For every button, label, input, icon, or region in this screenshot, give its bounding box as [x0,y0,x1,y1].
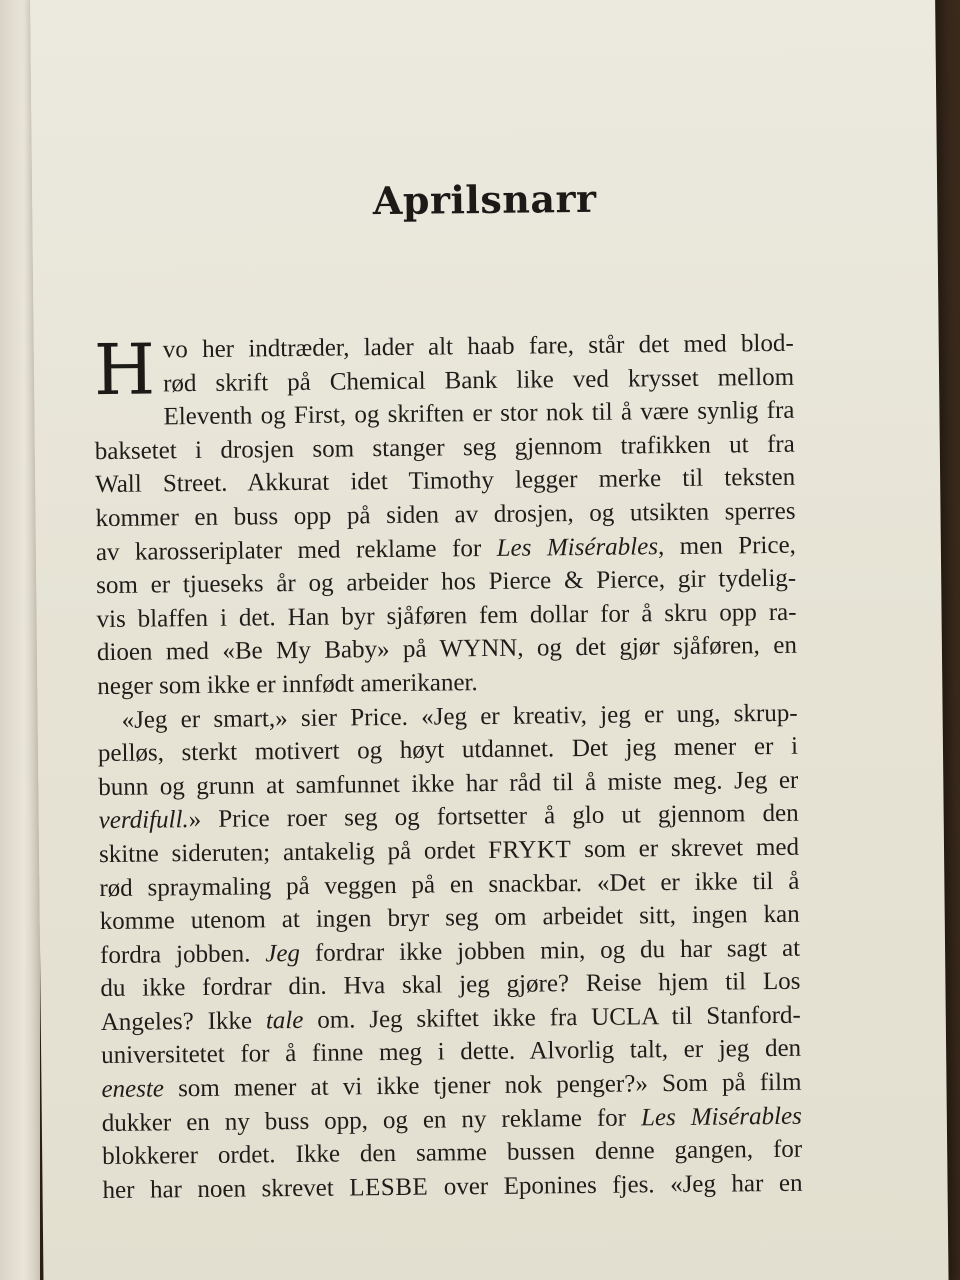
text-run: , men Price, [657,531,796,560]
italic-title: Les Misérables [640,1102,802,1132]
drop-cap: H [93,328,156,412]
text-line: «Jeg er smart,» sier Price. «Jeg er kreativ, jeg er ung, skrup- [121,699,798,734]
text-line: Eleventh og First, og skriften er stor nok til å være synlig fra [163,396,795,431]
text-run: » Price roer seg og fortsetter å glo ut gjennom den [188,800,799,834]
text-run: som er skrevet med [583,833,800,863]
text-run: fordra jobben. [99,940,251,969]
text-run: skitne sideruten; antakelig på ordet [98,837,476,868]
text-line: som er tjueseks år og arbeider hos Pierce & Pierce, gir tydelig- [96,564,797,600]
text-run: fordrar ikke jobben min, og du har sagt at [314,934,801,967]
text-line: universitetet for å finne meg i dette. Alvorlig talt, er jeg den [101,1035,802,1070]
text-line: kommer en buss opp på siden av drosjen, og utsikten sperres [95,497,796,533]
text-line: rød spraymaling på veggen på en snackbar. «Det er ikke til å [99,867,800,902]
italic-word: verdifull. [98,806,189,835]
book-page [30,0,949,1280]
text-line [102,1167,802,1208]
italic-word: eneste [101,1075,165,1104]
text-run: av karosseriplater med reklame for [95,534,482,566]
text-run: Angeles? Ikke [100,1007,253,1036]
text-line: komme utenom at ingen bryr seg om arbeidet sitt, ingen kan [99,900,800,936]
text-run: dukker en ny buss opp, og en ny reklame for [101,1104,627,1137]
text-line: vo her indtræder, lader alt haab fare, står det med blod- [162,329,794,364]
italic-word: Jeg [265,939,301,968]
text-line: Wall Street. Akkurat idet Timothy legger merke til teksten [95,464,796,499]
text-line: rød skrift på Chemical Bank like ved krysset mellom [163,363,795,397]
text-line: du ikke fordrar din. Hva skal jeg gjøre? Reise hjem til Los [100,968,801,1003]
text-line: pelløs, sterkt motivert og høyt utdannet. Det jeg mener er i [97,732,799,768]
text-run: om. Jeg skiftet ikke fra UCLA til Stanford- [317,1001,801,1034]
text-line: bunn og grunn at samfunnet ikke har råd til å miste meg. Jeg er [98,766,799,801]
text-run: over Eponines fjes. «Jeg har en [443,1169,803,1201]
chapter-title: Aprilsnarr [372,175,597,224]
small-caps-word: LESBE [349,1173,429,1202]
text-run: som mener at vi ikke tjener nok penger?» Som på film [177,1068,802,1103]
text-line: blokkerer ordet. Ikke den samme bussen denne gangen, for [102,1135,803,1171]
small-caps-word: FRYKT [488,836,572,864]
text-line: neger som ikke er innfødt amerikaner. [97,669,478,701]
text-run: her har noen skrevet [102,1174,334,1204]
chapter-body [94,327,803,1208]
italic-title: Les Misérables [496,532,659,562]
text-line: vis blaffen i det. Han byr sjåføren fem dollar for å skru opp ra- [96,598,797,633]
italic-word: tale [265,1006,304,1035]
text-line: dioen med «Be My Baby» på WYNN, og det gjør sjåføren, en [96,632,798,667]
text-line: baksetet i drosjen som stanger seg gjennom trafikken ut fra [94,430,795,465]
